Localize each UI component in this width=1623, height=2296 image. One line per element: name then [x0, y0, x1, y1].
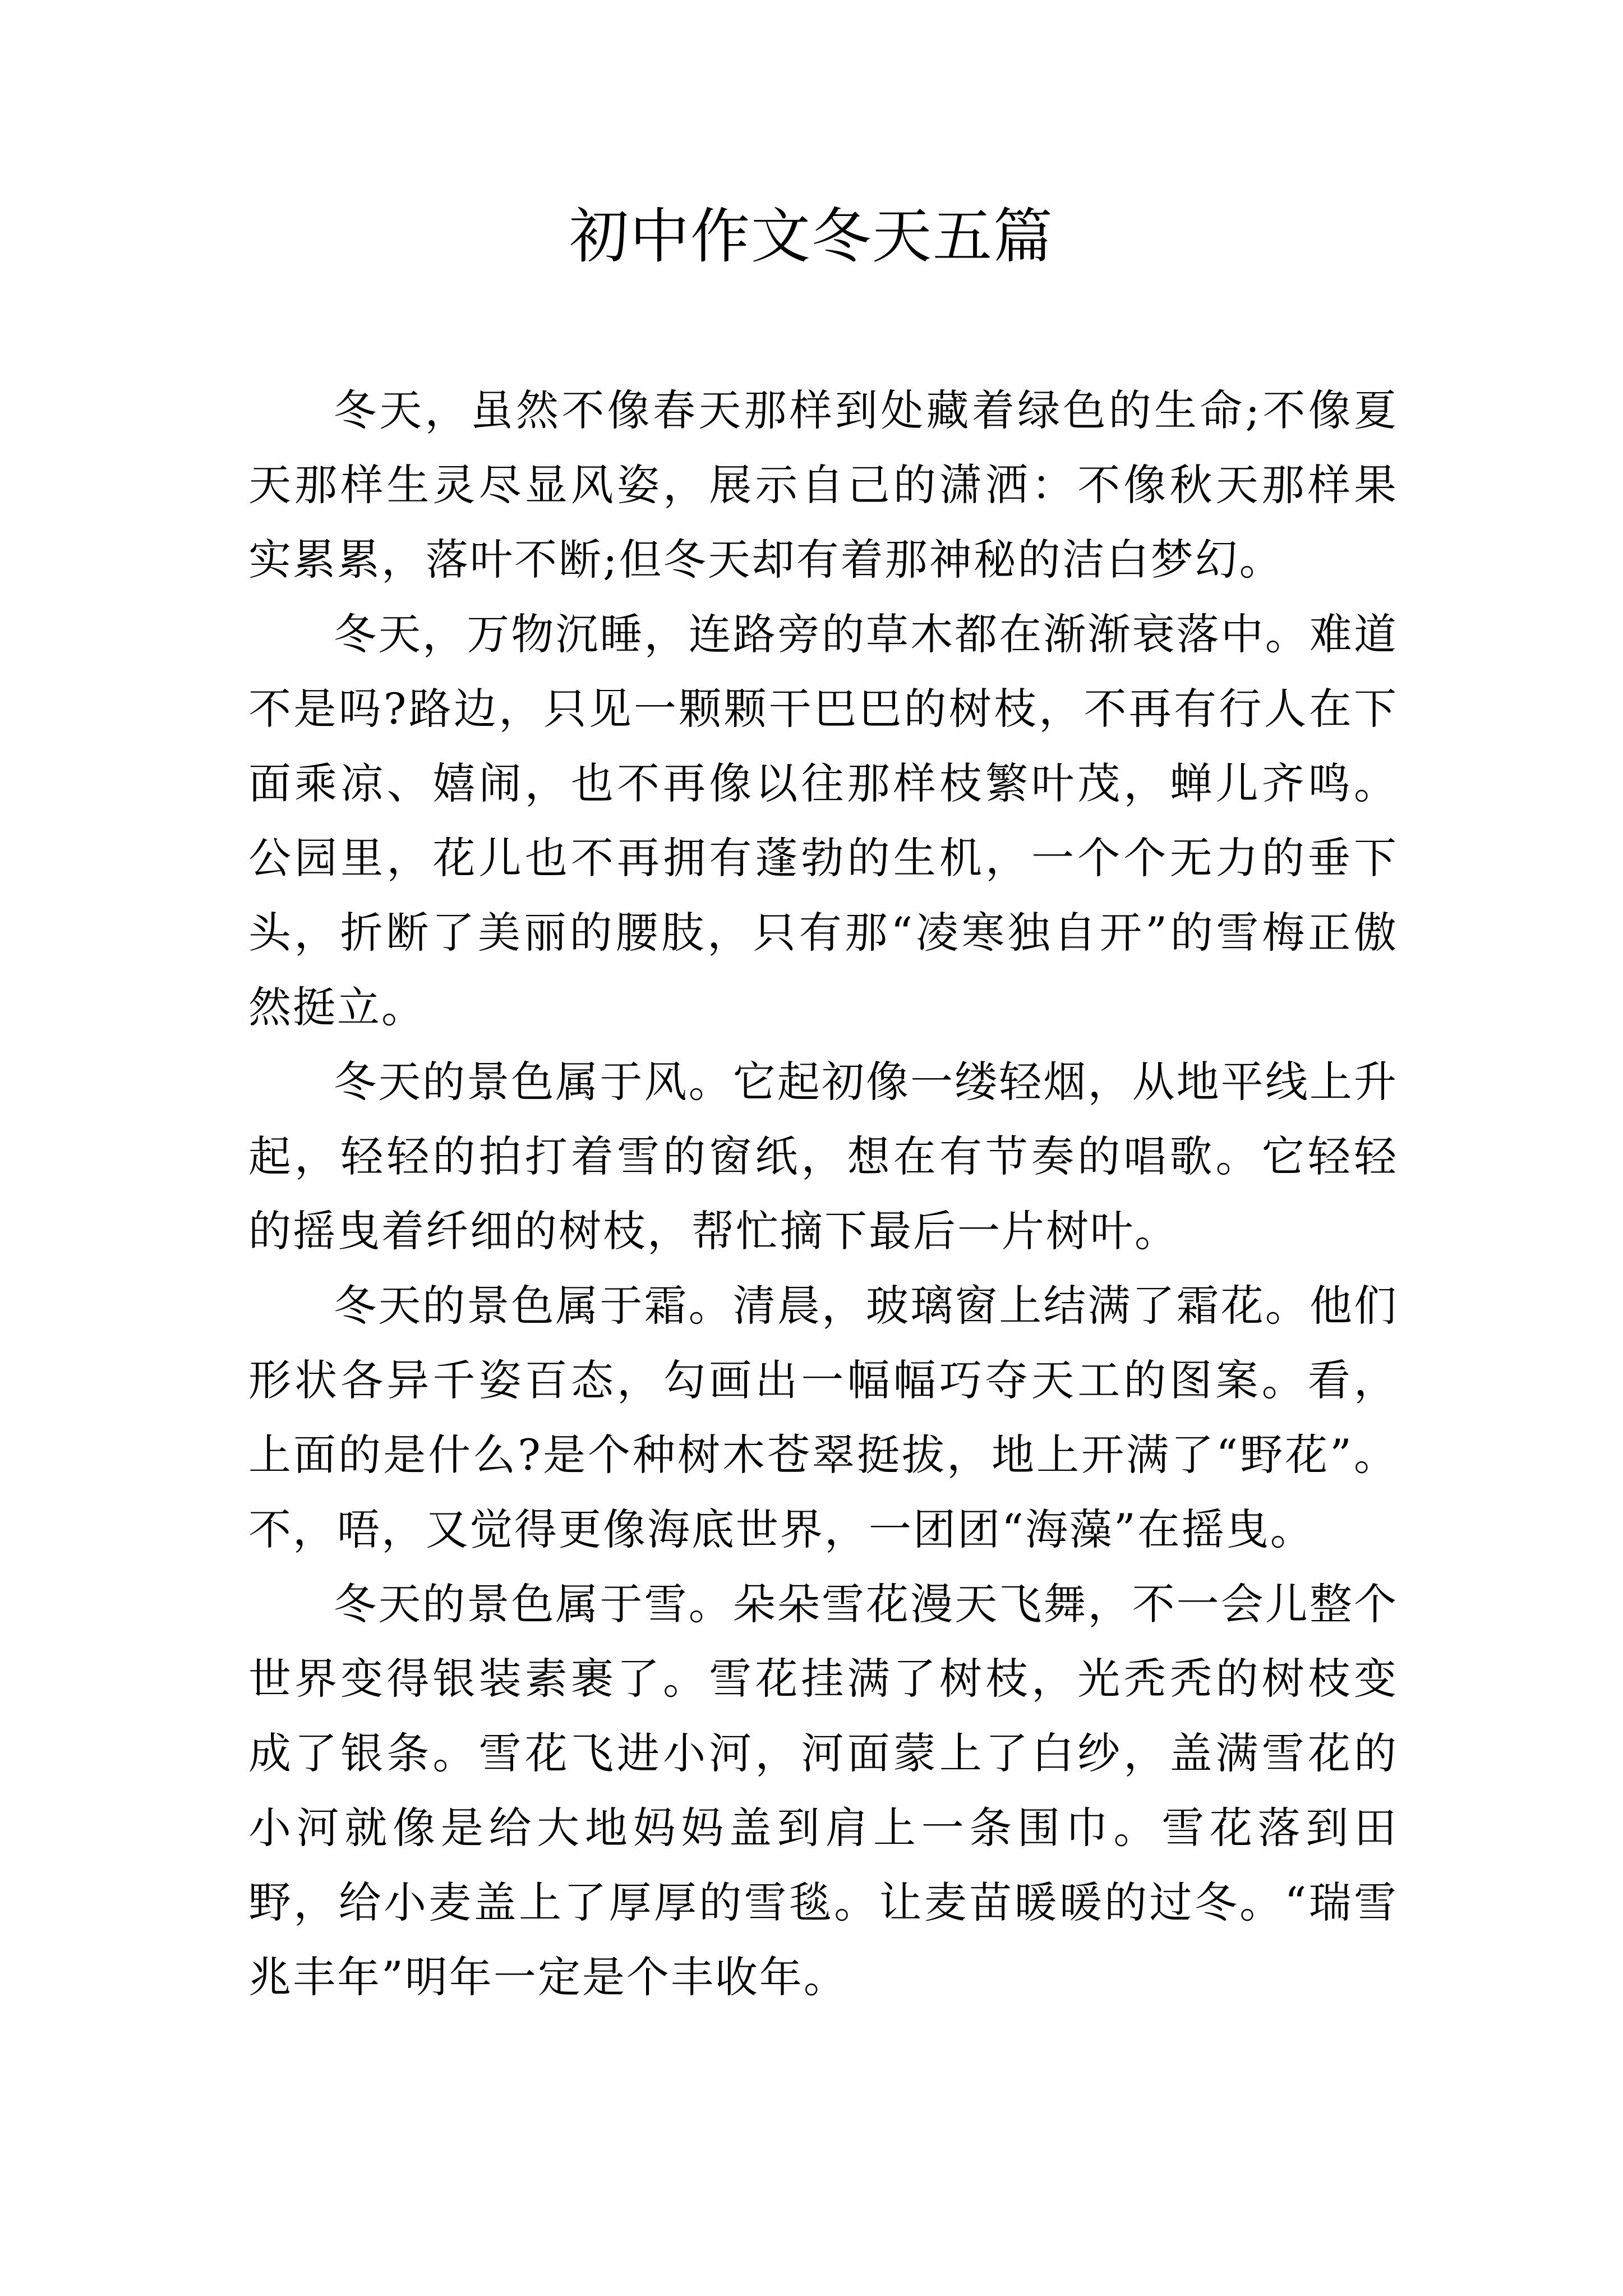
paragraph: 冬天，万物沉睡，连路旁的草木都在渐渐衰落中。难道不是吗?路边，只见一颗颗干巴巴的树枝，不再有行人在下面乘凉、嬉闹，也不再像以往那样枝繁叶茂，蝉儿齐鸣。公园里，花儿也不再拥有蓬勃的生机，一个个无力的垂下头，折断了美丽的腰肢，只有那“凌寒独自开”的雪梅正傲然挺立。 — [248, 609, 1398, 1032]
paragraph: 冬天，虽然不像春天那样到处藏着绿色的生命;不像夏天那样生灵尽显风姿，展示自己的潇洒：不像秋天那样果实累累，落叶不断;但冬天却有着那神秘的洁白梦幻。 — [248, 385, 1398, 585]
paragraph: 冬天的景色属于雪。朵朵雪花漫天飞舞，不一会儿整个世界变得银装素裹了。雪花挂满了树枝，光秃秃的树枝变成了银条。雪花飞进小河，河面蒙上了白纱，盖满雪花的小河就像是给大地妈妈盖到肩上一条围巾。雪花落到田野，给小麦盖上了厚厚的雪毯。让麦苗暖暖的过冬。“瑞雪兆丰年”明年一定是个丰收年。 — [248, 1579, 1398, 2002]
paragraph: 冬天的景色属于风。它起初像一缕轻烟，从地平线上升起，轻轻的拍打着雪的窗纸，想在有节奏的唱歌。它轻轻的摇曳着纤细的树枝，帮忙摘下最后一片树叶。 — [248, 1057, 1398, 1256]
document-body — [248, 373, 1398, 2014]
paragraph: 冬天的景色属于霜。清晨，玻璃窗上结满了霜花。他们形状各异千姿百态，勾画出一幅幅巧夺天工的图案。看，上面的是什么?是个种树木苍翠挺拔，地上开满了“野花”。不，唔，又觉得更像海底世界，一团团“海藻”在摇曳。 — [248, 1281, 1398, 1554]
document-title: 初中作文冬天五篇 — [569, 202, 1054, 271]
